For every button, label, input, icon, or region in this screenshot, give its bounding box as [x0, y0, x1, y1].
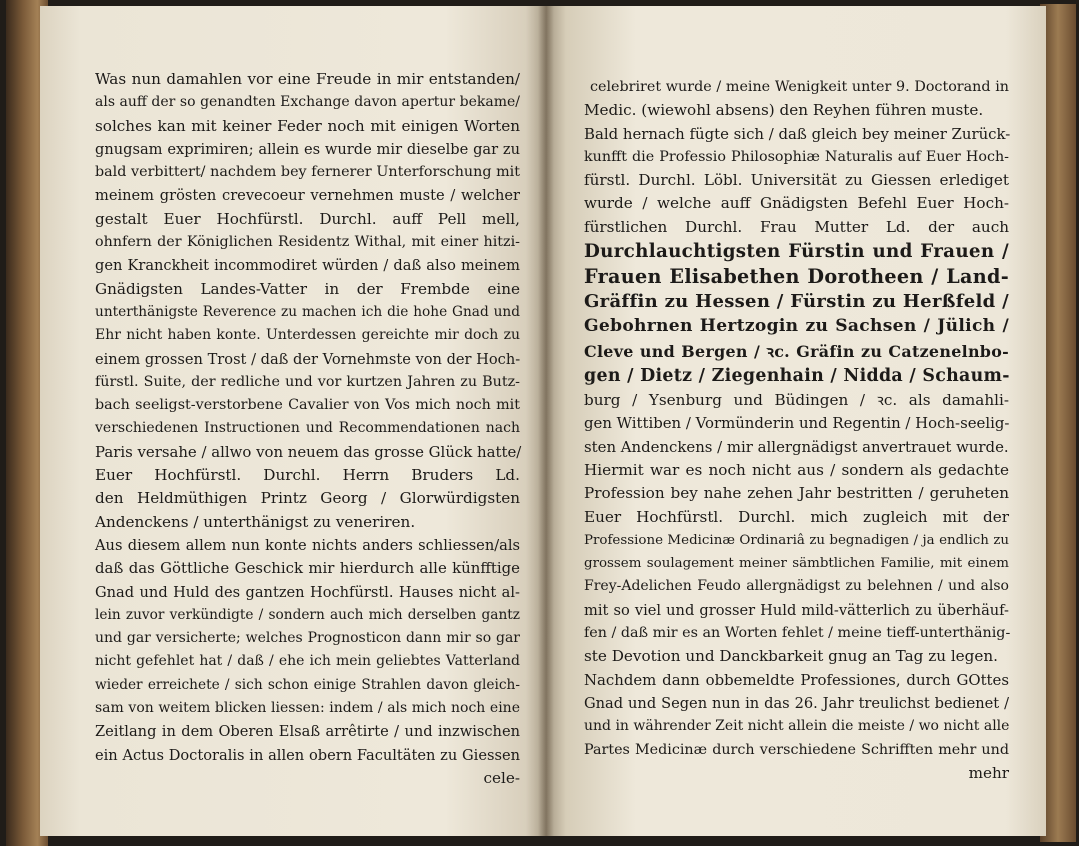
text-line: gestalt Euer Hochfürstl. Durchl. auff Pell mell,: [95, 209, 520, 228]
text-line: Gnädigsten Landes-Vatter in der Frembde eine: [95, 279, 520, 298]
text-line: Zeitlang in dem Oberen Elsaß arrêtirte / und inzwischen: [95, 723, 520, 741]
text-line: meinem grösten crevecoeur vernehmen muste / welcher: [95, 187, 520, 205]
text-line: sam von weitem blicken liessen: indem / als mich noch eine: [95, 700, 520, 717]
text-line: Was nun damahlen vor eine Freude in mir entstanden/: [95, 70, 520, 88]
title-line: Gräffin zu Hessen / Fürstin zu Herßfeld /: [584, 291, 1009, 313]
text-line: gen Kranckheit incommodiret würden / daß also meinem: [95, 257, 520, 275]
text-line: Gnad und Segen nun in das 26. Jahr treulichst bedienet /: [584, 694, 1009, 712]
text-line: fürstl. Suite, der redliche und vor kurtzen Jahren zu Butz-: [95, 373, 520, 390]
text-line: ein Actus Doctoralis in allen obern Facultäten zu Giessen: [95, 746, 520, 764]
text-line: lein zuvor verkündigte / sondern auch mich derselben gantz: [95, 606, 520, 623]
text-line: daß das Göttliche Geschick mir hierdurch alle künfftige: [95, 559, 520, 578]
text-line: solches kan mit keiner Feder noch mit einigen Worten: [95, 116, 520, 135]
title-line: Gebohrnen Hertzogin zu Sachsen / Jülich /: [584, 316, 1009, 337]
text-line: bald verbittert/ nachdem bey fernerer Unterforschung mit: [95, 164, 520, 181]
text-line: wurde / welche auff Gnädigsten Befehl Euer Hoch-: [584, 194, 1009, 213]
text-line: Aus diesem allem nun konte nichts anders schliessen/als: [95, 536, 520, 554]
text-line: Gnad und Huld des gantzen Hochfürstl. Hauses nicht al-: [95, 583, 520, 601]
text-line: ste Devotion und Danckbarkeit gnug an Tag zu legen.: [584, 647, 998, 666]
text-line: und gar versicherte; welches Prognosticon dann mir so gar: [95, 630, 520, 647]
text-line: Profession bey nahe zehen Jahr bestritten / geruheten: [584, 484, 1009, 503]
text-line: gnugsam exprimiren; allein es wurde mir dieselbe gar zu: [95, 140, 520, 158]
book-gutter: [538, 6, 554, 836]
text-line: und in währender Zeit nicht allein die meiste / wo nicht alle: [584, 718, 1010, 735]
text-line: fen / daß mir es an Worten fehlet / meine tieff-unterthänig-: [584, 625, 1011, 642]
text-line: gen Wittiben / Vormünderin und Regentin / Hoch-seelig-: [584, 414, 1010, 433]
text-line: Euer Hochfürstl. Durchl. mich zugleich mit der: [584, 507, 1009, 526]
text-line: Frey-Adelichen Feudo allergnädigst zu belehnen / und also: [584, 578, 1009, 595]
text-line: wieder erreichete / sich schon einige Strahlen davon gleich-: [95, 676, 520, 693]
text-line: den Heldmüthigen Printz Georg / Glorwürdigsten: [95, 489, 520, 508]
title-line: Durchlauchtigsten Fürstin und Frauen /: [584, 241, 1009, 263]
title-line: Frauen Elisabethen Dorotheen / Land-: [584, 265, 1009, 289]
text-line: einem grossen Trost / daß der Vornehmste von der Hoch-: [95, 350, 521, 368]
text-line: unterthänigste Reverence zu machen ich die hohe Gnad und: [95, 303, 520, 320]
text-line: celebriret wurde / meine Wenigkeit unter 9. Doctorand in: [590, 79, 1009, 95]
text-line: Medic. (wiewohl absens) den Reyhen führen muste.: [584, 101, 984, 120]
catchword: mehr: [968, 763, 1009, 782]
text-line: Partes Medicinæ durch verschiedene Schrifften mehr und: [584, 741, 1009, 758]
text-line: als auff der so genandten Exchange davon apertur bekame/: [95, 94, 520, 111]
text-line: kunfft die Professio Philosophiæ Naturalis auf Euer Hoch-: [584, 148, 1009, 165]
text-line: grossem soulagement meiner sämbtlichen Familie, mit einem: [584, 556, 1009, 572]
text-line: Professione Medicinæ Ordinariâ zu begnadigen / ja endlich zu: [584, 532, 1009, 548]
right-page-text: [584, 76, 1009, 785]
text-line: ohnfern der Königlichen Residentz Withal, mit einer hitzi-: [95, 234, 520, 251]
text-line: Hiermit war es noch nicht aus / sondern als gedachte: [584, 460, 1009, 479]
text-line: Nachdem dann obbemeldte Professiones, durch GOttes: [584, 670, 1009, 689]
text-line: sten Andenckens / mir allergnädigst anvertrauet wurde.: [584, 437, 1009, 456]
text-line: Ehr nicht haben konte. Unterdessen gereichte mir doch zu: [95, 327, 520, 344]
text-line: Andenckens / unterthänigst zu veneriren.: [95, 512, 416, 531]
left-page-text: [95, 68, 520, 790]
text-line: Euer Hochfürstl. Durchl. Herrn Bruders Ld.: [95, 466, 520, 485]
text-line: burg / Ysenburg und Büdingen / ꝛc. als damahli-: [584, 391, 1009, 410]
text-line: Paris versahe / allwo von neuem das grosse Glück hatte/: [95, 442, 522, 461]
right-page: [546, 6, 1046, 836]
left-page: [40, 6, 546, 836]
text-line: mit so viel und grosser Huld mild-vätterlich zu überhäuf-: [584, 601, 1009, 619]
catchword: cele-: [483, 768, 520, 787]
text-line: nicht gefehlet hat / daß / ehe ich mein geliebtes Vatterland: [95, 653, 520, 670]
text-line: fürstlichen Durchl. Frau Mutter Ld. der auch: [584, 217, 1009, 236]
text-line: Bald hernach fügte sich / daß gleich bey meiner Zurück-: [584, 124, 1011, 143]
text-line: fürstl. Durchl. Löbl. Universität zu Giessen erlediget: [584, 171, 1009, 190]
text-line: bach seeligst-verstorbene Cavalier von Vos mich noch mit: [95, 397, 520, 414]
title-line: Cleve und Bergen / ꝛc. Gräfin zu Catzenelnbo-: [584, 342, 1009, 362]
text-line: verschiedenen Instructionen und Recommendationen nach: [95, 420, 520, 437]
title-line: gen / Dietz / Ziegenhain / Nidda / Schaum-: [584, 366, 1010, 387]
